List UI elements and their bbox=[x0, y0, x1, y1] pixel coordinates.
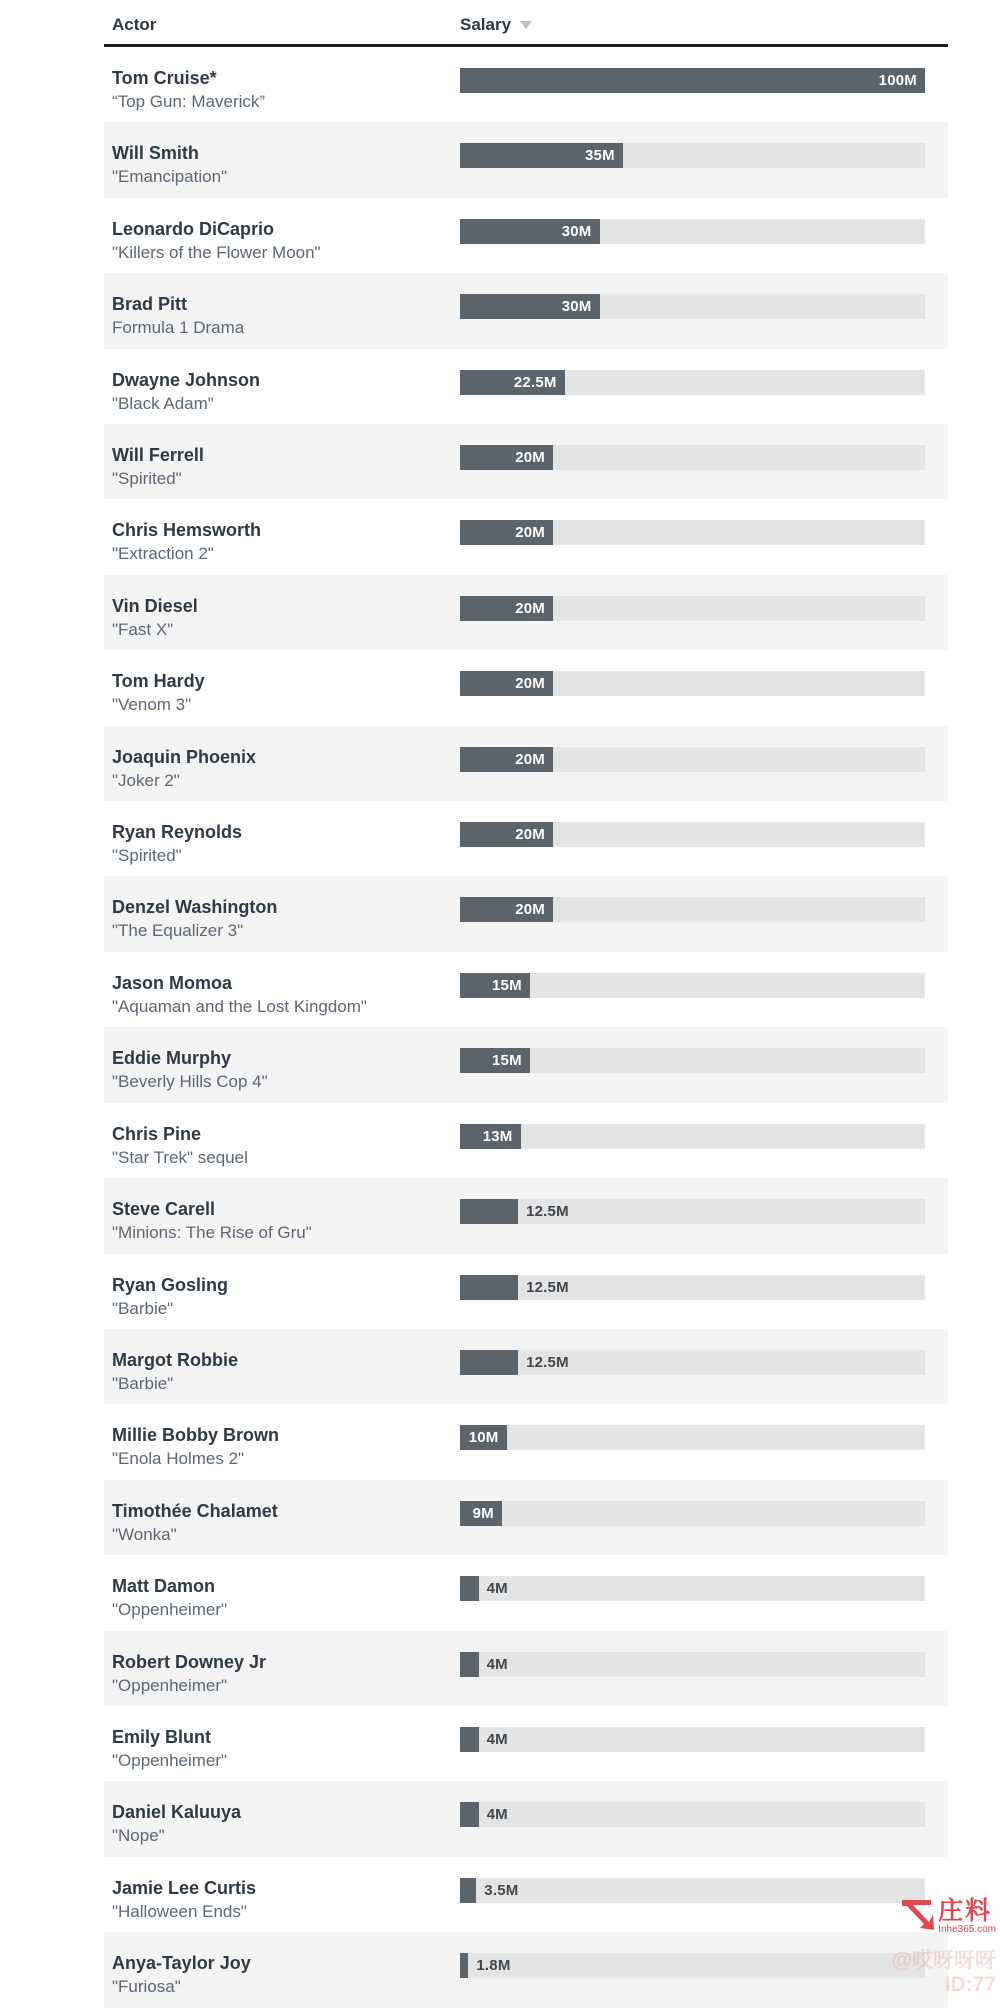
actor-cell bbox=[104, 47, 460, 122]
salary-value-label: 15M bbox=[492, 1052, 522, 1070]
salary-value-label: 12.5M bbox=[526, 1353, 569, 1371]
actor-name: Margot Robbie bbox=[112, 1349, 238, 1370]
salary-bar bbox=[460, 596, 553, 621]
actor-name: Anya-Taylor Joy bbox=[112, 1953, 251, 1974]
table-row bbox=[104, 1178, 948, 1253]
movie-title: "Enola Holmes 2" bbox=[112, 1449, 245, 1469]
actor-cell bbox=[104, 726, 460, 801]
salary-bar-track bbox=[460, 973, 925, 998]
salary-value-label: 15M bbox=[492, 976, 522, 994]
salary-bar bbox=[460, 1576, 479, 1601]
table-row bbox=[104, 1932, 948, 2007]
salary-bar bbox=[460, 671, 553, 696]
column-header-actor[interactable]: Actor bbox=[112, 15, 157, 34]
table-row bbox=[104, 575, 948, 650]
actor-cell bbox=[104, 1706, 460, 1781]
table-row bbox=[104, 1329, 948, 1404]
actor-name: Ryan Reynolds bbox=[112, 822, 243, 843]
actor-name: Jason Momoa bbox=[112, 972, 233, 993]
salary-bar bbox=[460, 520, 553, 545]
table-row bbox=[104, 198, 948, 273]
actor-cell bbox=[104, 424, 460, 499]
actor-name: Matt Damon bbox=[112, 1576, 215, 1597]
movie-title: "Nope" bbox=[112, 1826, 165, 1846]
actor-cell bbox=[104, 1329, 460, 1404]
movie-title: "Joker 2" bbox=[112, 770, 180, 790]
salary-bar-track bbox=[460, 370, 925, 395]
salary-value-label: 9M bbox=[472, 1504, 494, 1522]
movie-title: "Oppenheimer" bbox=[112, 1600, 228, 1620]
salary-value-label: 22.5M bbox=[513, 373, 557, 391]
salary-bar-track bbox=[460, 822, 925, 847]
actor-cell bbox=[104, 1178, 460, 1253]
salary-bar-track bbox=[460, 1878, 925, 1903]
movie-title: "Black Adam" bbox=[112, 393, 214, 413]
salary-cell bbox=[460, 424, 948, 499]
salary-value-label: 1.8M bbox=[476, 1957, 511, 1975]
watermark-brand-block bbox=[866, 1897, 996, 1936]
movie-title: "Barbie" bbox=[112, 1373, 174, 1393]
table-row bbox=[104, 1027, 948, 1102]
salary-bar-track bbox=[460, 294, 925, 319]
salary-bar bbox=[460, 1350, 518, 1375]
actor-name: Eddie Murphy bbox=[112, 1048, 232, 1069]
salary-cell bbox=[460, 349, 948, 424]
salary-value-label: 4M bbox=[486, 1580, 508, 1598]
salary-bar-track bbox=[460, 445, 925, 470]
watermark-id: ID:77 bbox=[944, 1973, 996, 1996]
salary-bar-track bbox=[460, 1275, 925, 1300]
salary-bar-track bbox=[460, 1953, 925, 1978]
actor-name: Tom Hardy bbox=[112, 671, 205, 692]
actor-name: Will Ferrell bbox=[112, 445, 204, 466]
actor-cell bbox=[104, 650, 460, 725]
actor-name: Chris Hemsworth bbox=[112, 520, 262, 541]
salary-bar bbox=[460, 1878, 476, 1903]
salary-value-label: 20M bbox=[515, 901, 545, 919]
salary-cell bbox=[460, 801, 948, 876]
salary-cell bbox=[460, 1178, 948, 1253]
actor-cell bbox=[104, 1857, 460, 1932]
salary-bar-track bbox=[460, 520, 925, 545]
salary-bar bbox=[460, 1124, 521, 1149]
salary-bar-track bbox=[460, 219, 925, 244]
salary-cell bbox=[460, 198, 948, 273]
salary-bar-track bbox=[460, 596, 925, 621]
salary-bar-track bbox=[460, 747, 925, 772]
salary-cell bbox=[460, 1027, 948, 1102]
movie-title: "Oppenheimer" bbox=[112, 1675, 228, 1695]
salary-bar-track bbox=[460, 1124, 925, 1149]
table-row bbox=[104, 876, 948, 951]
salary-bar-track bbox=[460, 1802, 925, 1827]
actor-cell bbox=[104, 273, 460, 348]
actor-name: Robert Downey Jr bbox=[112, 1651, 267, 1672]
actor-name: Joaquin Phoenix bbox=[112, 746, 257, 767]
salary-value-label: 20M bbox=[515, 750, 545, 768]
salary-bar bbox=[460, 897, 553, 922]
salary-value-label: 20M bbox=[515, 524, 545, 542]
table-row bbox=[104, 801, 948, 876]
actor-name: Vin Diesel bbox=[112, 595, 198, 616]
salary-bar bbox=[460, 1425, 507, 1450]
movie-title: "Beverly Hills Cop 4" bbox=[112, 1072, 268, 1092]
salary-bar bbox=[460, 68, 925, 93]
table-row bbox=[104, 122, 948, 197]
movie-title: "Killers of the Flower Moon" bbox=[112, 242, 321, 262]
salary-value-label: 30M bbox=[561, 222, 592, 240]
column-header-salary[interactable] bbox=[460, 15, 532, 35]
actor-name: Tom Cruise* bbox=[112, 68, 217, 88]
table-row bbox=[104, 47, 948, 122]
salary-cell bbox=[460, 273, 948, 348]
salary-bar-track bbox=[460, 1425, 925, 1450]
actor-cell bbox=[104, 198, 460, 273]
brand-z-logo-icon bbox=[899, 1897, 935, 1936]
movie-title: "Minions: The Rise of Gru" bbox=[112, 1223, 312, 1243]
actor-name: Millie Bobby Brown bbox=[112, 1425, 280, 1446]
movie-title: "Barbie" bbox=[112, 1298, 174, 1318]
movie-title: "Fast X" bbox=[112, 619, 174, 639]
table-row bbox=[104, 1555, 948, 1630]
actor-name: Will Smith bbox=[112, 143, 199, 164]
table-row bbox=[104, 1857, 948, 1932]
salary-bar-track bbox=[460, 1199, 925, 1224]
table-row bbox=[104, 349, 948, 424]
movie-title: "Spirited" bbox=[112, 469, 182, 489]
actor-cell bbox=[104, 1027, 460, 1102]
watermark bbox=[866, 1897, 996, 1997]
salary-bar-track bbox=[460, 1048, 925, 1073]
salary-value-label: 30M bbox=[561, 298, 592, 316]
salary-value-label: 13M bbox=[482, 1127, 513, 1145]
actor-cell bbox=[104, 801, 460, 876]
table-row bbox=[104, 650, 948, 725]
actor-cell bbox=[104, 876, 460, 951]
movie-title: "Emancipation" bbox=[112, 167, 228, 187]
actor-name: Leonardo DiCaprio bbox=[112, 218, 275, 239]
movie-title: "Halloween Ends" bbox=[112, 1901, 247, 1921]
salary-bar-track bbox=[460, 1652, 925, 1677]
salary-table bbox=[104, 0, 948, 2008]
table-body bbox=[104, 47, 948, 2008]
salary-bar bbox=[460, 370, 565, 395]
salary-value-label: 4M bbox=[486, 1730, 508, 1748]
table-row bbox=[104, 726, 948, 801]
salary-cell bbox=[460, 952, 948, 1027]
salary-value-label: 20M bbox=[515, 599, 545, 617]
actor-name: Chris Pine bbox=[112, 1123, 202, 1144]
movie-title: "Furiosa" bbox=[112, 1977, 181, 1997]
movie-title: "Spirited" bbox=[112, 846, 182, 866]
actor-cell bbox=[104, 1404, 460, 1479]
movie-title: "Aquaman and the Lost Kingdom" bbox=[112, 996, 367, 1016]
salary-bar bbox=[460, 1275, 518, 1300]
actor-name: Emily Blunt bbox=[112, 1726, 212, 1747]
salary-cell bbox=[460, 876, 948, 951]
salary-value-label: 100M bbox=[878, 72, 917, 89]
salary-bar-track bbox=[460, 143, 925, 168]
actor-cell bbox=[104, 1631, 460, 1706]
actor-name: Jamie Lee Curtis bbox=[112, 1877, 257, 1898]
actor-name: Ryan Gosling bbox=[112, 1274, 229, 1295]
salary-bar bbox=[460, 445, 553, 470]
table-row bbox=[104, 273, 948, 348]
salary-bar bbox=[460, 973, 530, 998]
salary-bar-track bbox=[460, 1501, 925, 1526]
column-header-salary-label: Salary bbox=[460, 15, 512, 34]
salary-cell bbox=[460, 1103, 948, 1178]
salary-cell bbox=[460, 1631, 948, 1706]
salary-cell bbox=[460, 1404, 948, 1479]
actor-name: Timothée Chalamet bbox=[112, 1500, 278, 1521]
table-row bbox=[104, 1781, 948, 1856]
actor-name: Steve Carell bbox=[112, 1199, 216, 1220]
salary-bar bbox=[460, 219, 600, 244]
salary-cell bbox=[460, 1329, 948, 1404]
actor-name: Brad Pitt bbox=[112, 294, 188, 315]
salary-value-label: 3.5M bbox=[484, 1881, 519, 1899]
actor-cell bbox=[104, 349, 460, 424]
table-row bbox=[104, 424, 948, 499]
salary-bar bbox=[460, 1652, 479, 1677]
salary-cell bbox=[460, 1555, 948, 1630]
salary-bar bbox=[460, 143, 623, 168]
actor-name: Dwayne Johnson bbox=[112, 369, 261, 390]
actor-cell bbox=[104, 1555, 460, 1630]
table-row bbox=[104, 1480, 948, 1555]
salary-bar bbox=[460, 1727, 479, 1752]
salary-bar bbox=[460, 1802, 479, 1827]
actor-cell bbox=[104, 1254, 460, 1329]
salary-value-label: 4M bbox=[486, 1806, 508, 1824]
salary-value-label: 10M bbox=[468, 1429, 499, 1447]
salary-cell bbox=[460, 650, 948, 725]
salary-bar bbox=[460, 294, 600, 319]
actor-cell bbox=[104, 1480, 460, 1555]
salary-cell bbox=[460, 499, 948, 574]
salary-bar bbox=[460, 1501, 502, 1526]
salary-bar bbox=[460, 1953, 468, 1978]
actor-cell bbox=[104, 122, 460, 197]
salary-cell bbox=[460, 575, 948, 650]
salary-value-label: 20M bbox=[515, 826, 545, 844]
table-row bbox=[104, 1706, 948, 1781]
movie-title: "Extraction 2" bbox=[112, 544, 214, 564]
salary-cell bbox=[460, 1254, 948, 1329]
movie-title: "Wonka" bbox=[112, 1524, 177, 1544]
actor-cell bbox=[104, 1932, 460, 2007]
movie-title: Formula 1 Drama bbox=[112, 318, 245, 338]
movie-title: "Oppenheimer" bbox=[112, 1750, 228, 1770]
salary-value-label: 12.5M bbox=[526, 1278, 569, 1296]
salary-value-label: 20M bbox=[515, 449, 545, 467]
salary-cell bbox=[460, 1480, 948, 1555]
salary-value-label: 12.5M bbox=[526, 1203, 569, 1221]
table-row bbox=[104, 1404, 948, 1479]
table-row bbox=[104, 1631, 948, 1706]
movie-title: “Top Gun: Maverick” bbox=[112, 92, 266, 111]
actor-cell bbox=[104, 1103, 460, 1178]
salary-bar bbox=[460, 1048, 530, 1073]
salary-bar-track bbox=[460, 897, 925, 922]
salary-value-label: 4M bbox=[486, 1655, 508, 1673]
actor-name: Daniel Kaluuya bbox=[112, 1802, 242, 1823]
salary-bar-track bbox=[460, 1727, 925, 1752]
salary-value-label: 20M bbox=[515, 675, 545, 693]
actor-name: Denzel Washington bbox=[112, 897, 278, 918]
watermark-handle: @哎呀呀呀 bbox=[891, 1949, 996, 1972]
salary-bar-track bbox=[460, 1350, 925, 1375]
salary-bar-track bbox=[460, 671, 925, 696]
actor-cell bbox=[104, 1781, 460, 1856]
table-header-row bbox=[104, 0, 948, 47]
salary-bar bbox=[460, 747, 553, 772]
actor-cell bbox=[104, 952, 460, 1027]
salary-cell bbox=[460, 1706, 948, 1781]
table-row bbox=[104, 952, 948, 1027]
brand-site: Inhe365.com bbox=[938, 1924, 996, 1935]
salary-bar-track bbox=[460, 68, 925, 93]
brand-name: 庄料 bbox=[938, 1897, 993, 1925]
movie-title: "The Equalizer 3" bbox=[112, 921, 244, 941]
movie-title: "Star Trek" sequel bbox=[112, 1147, 248, 1167]
salary-cell bbox=[460, 726, 948, 801]
salary-cell bbox=[460, 47, 948, 122]
table-row bbox=[104, 499, 948, 574]
movie-title: "Venom 3" bbox=[112, 695, 192, 715]
salary-cell bbox=[460, 122, 948, 197]
salary-cell bbox=[460, 1781, 948, 1856]
salary-value-label: 35M bbox=[585, 147, 615, 165]
salary-bar bbox=[460, 822, 553, 847]
table-row bbox=[104, 1254, 948, 1329]
actor-cell bbox=[104, 575, 460, 650]
table-row bbox=[104, 1103, 948, 1178]
sort-desc-icon bbox=[520, 21, 532, 29]
salary-bar-track bbox=[460, 1576, 925, 1601]
salary-bar bbox=[460, 1199, 518, 1224]
actor-cell bbox=[104, 499, 460, 574]
